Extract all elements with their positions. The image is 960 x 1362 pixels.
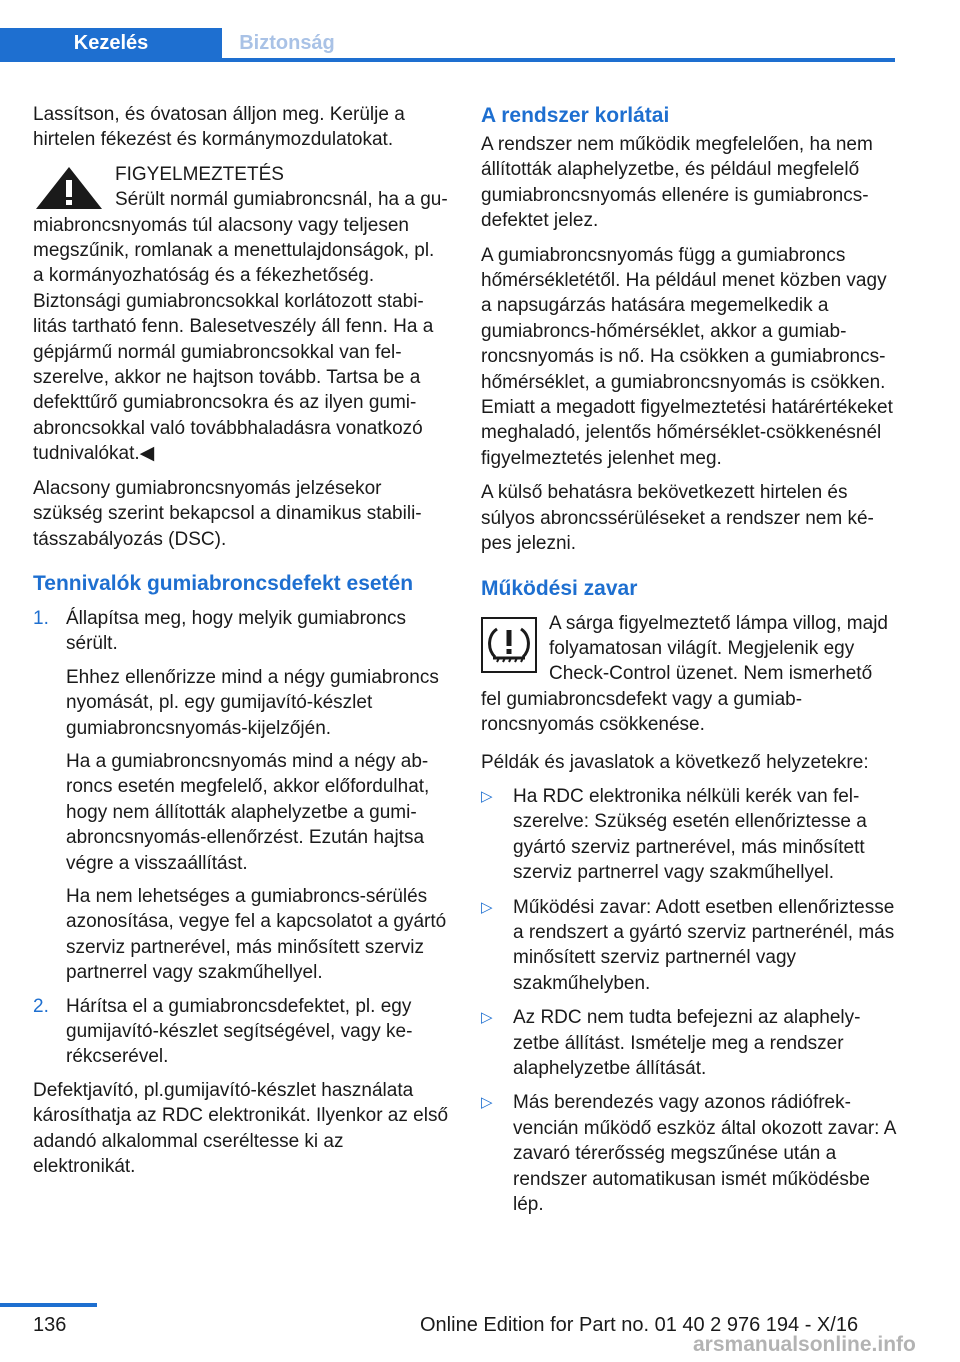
limits-paragraph-1: A rendszer nem működik megfelelően, ha nem állították alaphelyzetbe, és például megfelelő gumiabroncsnyomás ellenére is gumiabroncsdefektet jelez. <box>481 134 873 232</box>
page-number-bar <box>0 1303 97 1307</box>
step-number: 2. <box>33 995 49 1017</box>
fault-block <box>481 611 896 738</box>
step-number: 1. <box>33 607 49 629</box>
left-column <box>33 102 448 1188</box>
edition-footer: Online Edition for Part no. 01 40 2 976 194 - X/16 <box>420 1314 859 1336</box>
tire-pressure-warning-icon <box>481 617 537 673</box>
tab-biztonsag[interactable]: Biztonság <box>239 32 335 54</box>
list-item <box>481 895 896 997</box>
warning-text: Sérült normál gumiabroncsnál, ha a gumiabroncsnyomás túl alacsony vagy teljesen megszűnik, romlanak a menettulajdonságok, pl. a kormányozhatóság és a fékezhetőség. Biztonsági gumiabroncsokkal korlátozott stabilitás tartható fenn. Balesetveszély áll fenn. Ha a gépjármű normál gumiabroncsokkal van felszerelve, akkor ne hajtson tovább. Tartsa be a defekttűrő gumiabroncsokra és az ilyen gumiabroncsokkal való továbbhaladásra vonatkozó tudnivalókat.◀ <box>33 189 448 465</box>
section-heading-defect: Tennivalók gumiabroncsdefekt esetén <box>33 571 414 595</box>
intro-paragraph: Lassítson, és óvatosan álljon meg. Kerülje a hirtelen fékezést és kormánymozdulatokat. <box>33 104 405 151</box>
bullet-triangle-icon: ▷ <box>481 787 493 805</box>
bullet-text: Más berendezés vagy azonos rádiófrekvencián működő eszköz által okozott zavar: A zavaró térerősség megszűnése után a rendszer automatikusan ismét működésbe lép. <box>513 1092 896 1216</box>
warning-triangle-icon <box>33 164 105 212</box>
section-heading-fault: Működési zavar <box>481 576 638 600</box>
tab-kezeles[interactable]: Kezelés <box>0 28 222 58</box>
list-item <box>481 1090 896 1217</box>
list-item <box>481 784 896 886</box>
page-number: 136 <box>33 1314 67 1336</box>
list-item <box>481 1005 896 1081</box>
bullet-triangle-icon: ▷ <box>481 898 493 916</box>
bullet-triangle-icon: ▷ <box>481 1094 493 1112</box>
bullet-triangle-icon: ▷ <box>481 1009 493 1027</box>
limits-paragraph-2: A gumiabroncsnyomás függ a gumiabroncs hőmérsékletétől. Ha például menet közben vagy a napsugárzás hatására megemelkedik a gumiabroncs-hőmérséklet, akkor a gumiabroncsnyomás is nő. Ha csökken a gumiabroncs-hőmérséklet, a gumiabroncsnyomás is csökken. Emiatt a megadott figyelmeztetési határértékeket meghaladó, jelentős hőmérséklet-csökkenésnél figyelmeztetés jelenhet meg. <box>481 244 893 469</box>
step-text: Ehhez ellenőrizze mind a négy gumiabroncs nyomását, pl. egy gumijavító-készlet gumiabroncsnyomás-kijelzőjén. <box>66 666 439 739</box>
watermark: arsmanualsonline.info <box>693 1333 916 1356</box>
step-text: Ha nem lehetséges a gumiabroncs-sérülés azonosítása, vegye fel a kapcsolatot a gyártó szerviz partnerével, más minősített szerviz partnerrel vagy szakműhellyel. <box>66 885 447 984</box>
bullet-text: Az RDC nem tudta befejezni az alaphelyzetbe állítást. Ismételje meg a rendszer alaphelyzetbe állítását. <box>513 1007 861 1079</box>
header-tab-bar <box>0 28 895 62</box>
bullet-text: Ha RDC elektronika nélküli kerék van felszerelve: Szükség esetén ellenőriztesse a gyártó szerviz partnerével, más minősített szerviz partnerrel vagy szakműhellyel. <box>513 785 867 884</box>
step-text: Ha a gumiabroncsnyomás mind a négy abroncs esetén megfelelő, akkor előfordulhat, hogy nem állították alaphelyzetbe a gumiabroncsnyomás-ellenőrzést. Ezután hajtsa végre a visszaállítást. <box>66 750 430 874</box>
list-item <box>33 606 448 986</box>
dsc-paragraph: Alacsony gumiabroncsnyomás jelzésekor szükség szerint bekapcsol a dinamikus stabilitásszabályozás (DSC). <box>33 477 422 550</box>
examples-list <box>481 784 896 1218</box>
step-text: Állapítsa meg, hogy melyik gumiabroncs sérült. <box>66 607 407 655</box>
right-column <box>481 102 896 1226</box>
repair-kit-paragraph: Defektjavító, pl.gumijavító-készlet használata károsíthatja az RDC elektronikát. Ilyenkor az első adandó alkalommal cseréltesse ki az elektronikát. <box>33 1079 449 1178</box>
warning-block <box>33 162 448 467</box>
limits-paragraph-3: A külső behatásra bekövetkezett hirtelen és súlyos abroncssérüléseket a rendszer nem képes jelezni. <box>481 482 874 555</box>
fault-text: A sárga figyelmeztető lámpa villog, majd folyamatosan világít. Megjelenik egy Check-Control üzenet. Nem ismerhető fel gumiabroncsdefekt vagy a gumiabroncsnyomás csökkenése. <box>481 612 888 736</box>
warning-title: FIGYELMEZTETÉS <box>115 163 284 185</box>
section-heading-limits: A rendszer korlátai <box>481 104 670 127</box>
header-divider <box>0 58 895 62</box>
step-text: Hárítsa el a gumiabroncsdefektet, pl. egy gumijavító-készlet segítségével, vagy kerékcserével. <box>66 995 413 1068</box>
examples-intro: Példák és javaslatok a következő helyzetekre: <box>481 751 869 773</box>
bullet-text: Működési zavar: Adott esetben ellenőriztesse a rendszert a gyártó szerviz partnerénél, más minősített szerviz partnernél vagy szakműhelyben. <box>513 896 895 994</box>
steps-list <box>33 606 448 1070</box>
list-item <box>33 994 448 1070</box>
